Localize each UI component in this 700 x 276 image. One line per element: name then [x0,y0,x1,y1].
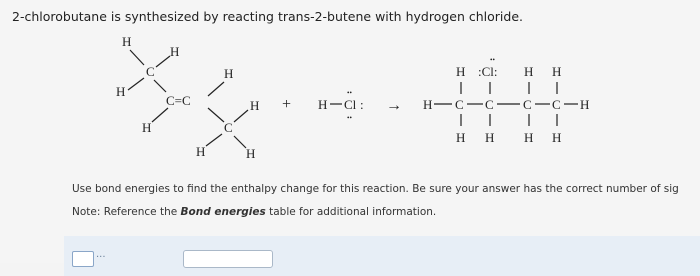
atom-cl: :Cl: [478,64,498,79]
atom-h: H [580,97,590,112]
lone-pair: •• [490,56,495,64]
note-text [72,206,436,218]
trans-2-butene [116,34,259,161]
reaction-arrow: → [386,97,402,114]
atom-c: C [146,64,155,79]
double-bond-cc: C=C [166,93,191,108]
atom-h: H [485,130,495,145]
2-chlorobutane [423,56,589,145]
atom-h: H [142,120,152,135]
answer-area [64,236,700,276]
atom-c: C [455,97,464,112]
atom-h: H [552,130,562,145]
atom-h: H [318,97,328,112]
atom-h: H [196,144,206,159]
note-tail: table for additional information. [265,206,437,218]
atom-h: H [170,44,180,59]
atom-h: H [122,34,132,49]
atom-h: H [224,66,234,81]
atom-h: H [524,64,534,79]
atom-c: C [485,97,494,112]
instruction-text: Use bond energies to find the enthalpy change for this reaction. Be sure your answer has the correct number of sig [72,183,679,195]
atom-h: H [250,98,260,113]
colon: : [360,97,364,112]
reaction-equation [100,32,620,168]
atom-h: H [456,130,466,145]
hydrogen-chloride [318,89,364,122]
answer-input[interactable] [183,250,273,268]
atom-h: H [246,146,256,161]
atom-h: H [524,130,534,145]
atom-h: H [423,97,433,112]
bond-energies-reference: Bond energies [180,206,266,218]
atom-c: C [224,120,233,135]
atom-h: H [552,64,562,79]
unit-select[interactable] [72,251,94,267]
unit-select-dots[interactable]: ... [96,249,106,260]
atom-c: C [552,97,561,112]
question-prompt: 2-chlorobutane is synthesized by reacting trans-2-butene with hydrogen chloride. [12,9,523,24]
note-label: Note: [72,206,101,218]
atom-h: H [116,84,126,99]
atom-cl: Cl [344,97,357,112]
plus-sign: + [282,96,292,113]
lone-pair: •• [347,89,352,97]
note-body: Reference the [100,206,181,218]
lone-pair: •• [347,114,352,122]
atom-c: C [523,97,532,112]
atom-h: H [456,64,466,79]
